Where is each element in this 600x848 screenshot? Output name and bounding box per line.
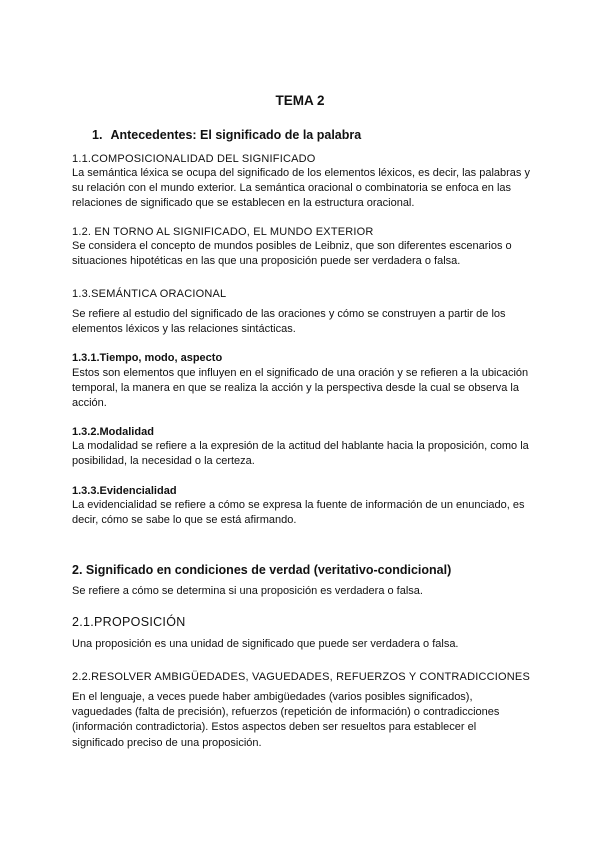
section-1-3-heading: 1.3.SEMÁNTICA ORACIONAL	[72, 288, 227, 300]
section-1-3-3-text: La evidencialidad se refiere a cómo se expresa la fuente de información de un enunciado, es decir, cómo se sabe lo que se está afirmando.	[72, 499, 525, 527]
section-1-2-heading: 1.2. EN TORNO AL SIGNIFICADO, EL MUNDO EXTERIOR	[72, 226, 374, 238]
section-2-2-heading: 2.2.RESOLVER AMBIGÜEDADES, VAGUEDADES, REFUERZOS Y CONTRADICCIONES	[72, 671, 530, 683]
section-2-heading: 2. Significado en condiciones de verdad (veritativo-condicional)	[72, 563, 452, 577]
section-1-3-3-heading: 1.3.3.Evidencialidad	[72, 485, 177, 497]
section-2-2-text: En el lenguaje, a veces puede haber ambigüedades (varios posibles significados), vaguedades (falta de precisión), refuerzos (repetición de información) o contradicciones (información contradictoria). Estos aspectos deben ser resueltos para establecer el significado preciso de una proposición.	[72, 691, 500, 749]
section-1-3-2-text: La modalidad se refiere a la expresión de la actitud del hablante hacia la proposición, como la posibilidad, la necesidad o la certeza.	[72, 440, 529, 468]
section-1-2-text: Se considera el concepto de mundos posibles de Leibniz, que son diferentes escenarios o situaciones hipotéticas en las que una proposición puede ser verdadera o falsa.	[72, 240, 512, 268]
section-2-1-heading: 2.1.PROPOSICIÓN	[72, 615, 186, 629]
section-1-number: 1.	[92, 128, 103, 142]
section-1-3-text: Se refiere al estudio del significado de las oraciones y cómo se construyen a partir de los elementos léxicos y las relaciones sintácticas.	[72, 308, 506, 336]
section-2-1-text: Una proposición es una unidad de significado que puede ser verdadera o falsa.	[72, 638, 459, 650]
section-2-text: Se refiere a cómo se determina si una proposición es verdadera o falsa.	[72, 585, 423, 597]
section-1-1-text: La semántica léxica se ocupa del significado de los elementos léxicos, es decir, las palabras y su relación con el mundo exterior. La semántica oracional o combinatoria se enfoca en las relaciones de significado que se establecen en la estructura oracional.	[72, 167, 530, 210]
section-1-3-2-heading: 1.3.2.Modalidad	[72, 426, 154, 438]
page-title: TEMA 2	[275, 93, 325, 108]
section-1-1-heading: 1.1.COMPOSICIONALIDAD DEL SIGNIFICADO	[72, 153, 316, 165]
section-1-3-1-heading: 1.3.1.Tiempo, modo, aspecto	[72, 352, 223, 364]
section-1-3-1-text: Estos son elementos que influyen en el significado de una oración y se refieren a la ubicación temporal, la manera en que se realiza la acción y la perspectiva desde la cual se observa la acción.	[72, 367, 529, 410]
section-1-heading	[92, 128, 361, 142]
section-1-title: Antecedentes: El significado de la palabra	[110, 128, 362, 142]
